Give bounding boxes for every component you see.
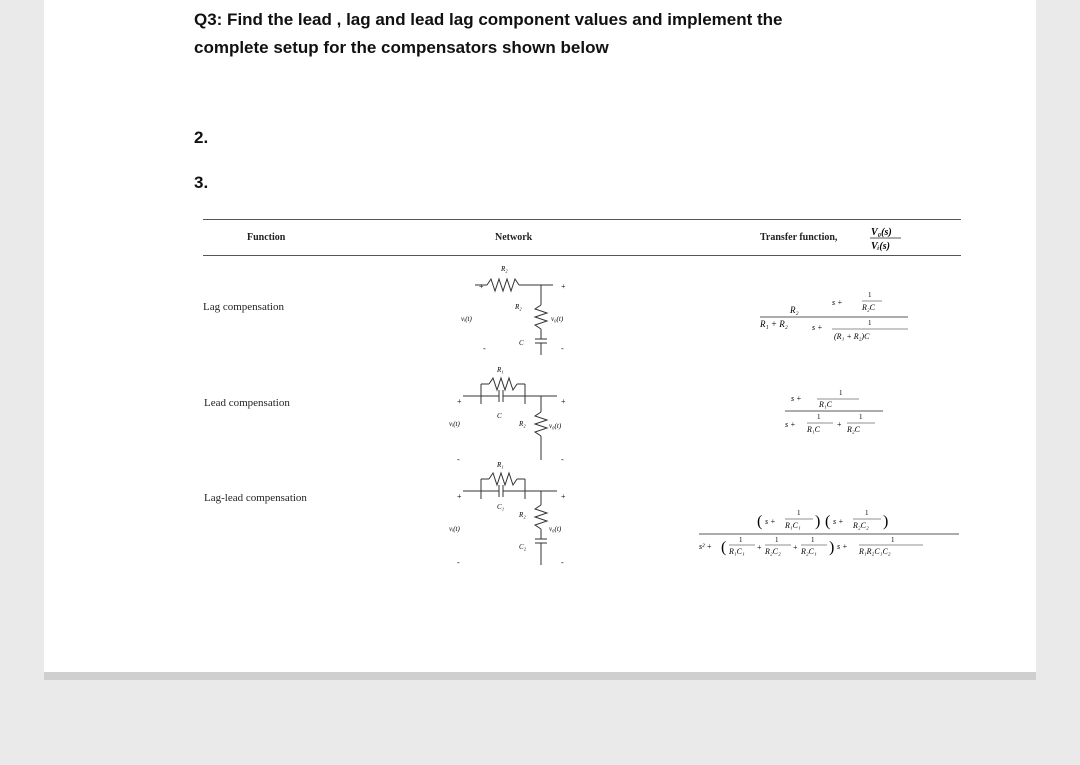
question-line-2: complete setup for the compensators shown below	[194, 38, 609, 57]
row-lag-lead-compensation: Lag-lead compensation	[204, 492, 307, 504]
svg-text:(: (	[825, 513, 831, 530]
svg-text:s +: s +	[765, 517, 776, 526]
svg-text:s² +: s² +	[699, 542, 712, 551]
svg-text:1: 1	[865, 509, 869, 517]
svg-text:1: 1	[868, 291, 872, 299]
svg-text:-: -	[457, 558, 460, 567]
svg-text:R₁: R₁	[497, 366, 504, 374]
svg-text:R₂C: R₂C	[862, 303, 876, 312]
svg-text:C₁: C₁	[497, 503, 505, 511]
svg-text:R₁ + R₂: R₁ + R₂	[760, 319, 788, 329]
svg-text:vᵢ(t): vᵢ(t)	[449, 525, 460, 533]
svg-text:C: C	[497, 412, 502, 420]
svg-text:v₀(t): v₀(t)	[549, 525, 562, 533]
compensator-table	[203, 219, 961, 574]
svg-text:+: +	[479, 282, 484, 291]
page-shadow	[44, 672, 1036, 680]
svg-text:s +: s +	[812, 323, 823, 332]
lead-transfer-function	[783, 387, 903, 442]
svg-text:R₁: R₁	[497, 461, 504, 469]
lead-network-diagram	[449, 364, 573, 464]
svg-text:v₀(t): v₀(t)	[549, 422, 562, 430]
svg-text:Vᵢ(s): Vᵢ(s)	[871, 241, 890, 252]
svg-text:+: +	[561, 397, 566, 406]
lag-lead-transfer-function	[697, 502, 961, 562]
table-top-rule	[203, 219, 961, 220]
svg-text:+: +	[561, 282, 566, 291]
svg-text:-: -	[561, 558, 564, 567]
svg-text:(R₁ + R₂)C: (R₁ + R₂)C	[834, 332, 870, 341]
svg-text:s +: s +	[791, 394, 802, 403]
svg-text:1: 1	[891, 536, 895, 544]
svg-text:1: 1	[839, 389, 843, 397]
svg-text:R₂C₂: R₂C₂	[765, 547, 781, 556]
lag-lead-network-diagram	[449, 459, 573, 571]
question-line-1: Q3: Find the lead , lag and lead lag component values and implement the	[194, 10, 783, 29]
svg-text:-: -	[561, 455, 564, 464]
svg-text:R₂: R₂	[501, 265, 508, 273]
svg-text:R₂: R₂	[519, 511, 526, 519]
svg-text:): )	[815, 513, 821, 530]
item-number-2: 2.	[194, 128, 209, 147]
svg-text:1: 1	[817, 413, 821, 421]
svg-text:R₂C₁: R₂C₁	[801, 547, 817, 556]
svg-text:1: 1	[739, 536, 743, 544]
svg-text:R₂: R₂	[790, 305, 799, 315]
svg-text:R₂: R₂	[519, 420, 526, 428]
svg-text:R₁R₂C₁C₂: R₁R₂C₁C₂	[859, 547, 891, 556]
svg-text:s +: s +	[833, 517, 844, 526]
header-network: Network	[495, 232, 533, 243]
svg-text:-: -	[483, 344, 486, 353]
svg-text:vᵢ(t): vᵢ(t)	[449, 420, 460, 428]
svg-text:R₁C: R₁C	[807, 425, 821, 434]
svg-text:-: -	[457, 455, 460, 464]
item-number-3: 3.	[194, 173, 209, 192]
svg-text:s +: s +	[785, 420, 796, 429]
svg-text:-: -	[561, 344, 564, 353]
svg-text:+: +	[457, 492, 462, 501]
svg-text:R₁C: R₁C	[819, 400, 833, 409]
svg-text:(: (	[721, 539, 727, 556]
svg-text:+: +	[457, 397, 462, 406]
svg-text:1: 1	[775, 536, 779, 544]
svg-text:s +: s +	[837, 542, 848, 551]
header-transfer-function: Transfer function,	[760, 232, 838, 243]
svg-text:C₂: C₂	[519, 543, 527, 551]
svg-text:R₂C₂: R₂C₂	[853, 521, 869, 530]
svg-text:): )	[829, 539, 835, 556]
row-lead-compensation: Lead compensation	[204, 397, 290, 409]
svg-text:+: +	[793, 543, 798, 552]
svg-text:R₁C₁: R₁C₁	[785, 521, 801, 530]
svg-text:R₂: R₂	[515, 303, 522, 311]
lag-transfer-function	[758, 289, 918, 349]
svg-text:v₀(t): v₀(t)	[551, 315, 564, 323]
svg-text:C: C	[519, 339, 524, 347]
svg-text:V₀(s): V₀(s)	[871, 227, 892, 238]
svg-text:+: +	[757, 543, 762, 552]
svg-text:1: 1	[859, 413, 863, 421]
svg-text:R₁C₁: R₁C₁	[729, 547, 745, 556]
svg-text:+: +	[837, 420, 842, 429]
table-header-rule	[203, 255, 961, 256]
svg-text:vᵢ(t): vᵢ(t)	[461, 315, 472, 323]
svg-text:1: 1	[868, 319, 872, 327]
header-function: Function	[247, 232, 286, 243]
svg-text:s +: s +	[832, 298, 843, 307]
row-lag-compensation: Lag compensation	[203, 301, 284, 313]
svg-text:1: 1	[797, 509, 801, 517]
header-transfer-fraction	[867, 224, 907, 254]
lag-network-diagram	[453, 259, 573, 359]
svg-text:(: (	[757, 513, 763, 530]
svg-text:1: 1	[811, 536, 815, 544]
svg-text:+: +	[561, 492, 566, 501]
svg-text:): )	[883, 513, 889, 530]
svg-text:R₂C: R₂C	[847, 425, 861, 434]
